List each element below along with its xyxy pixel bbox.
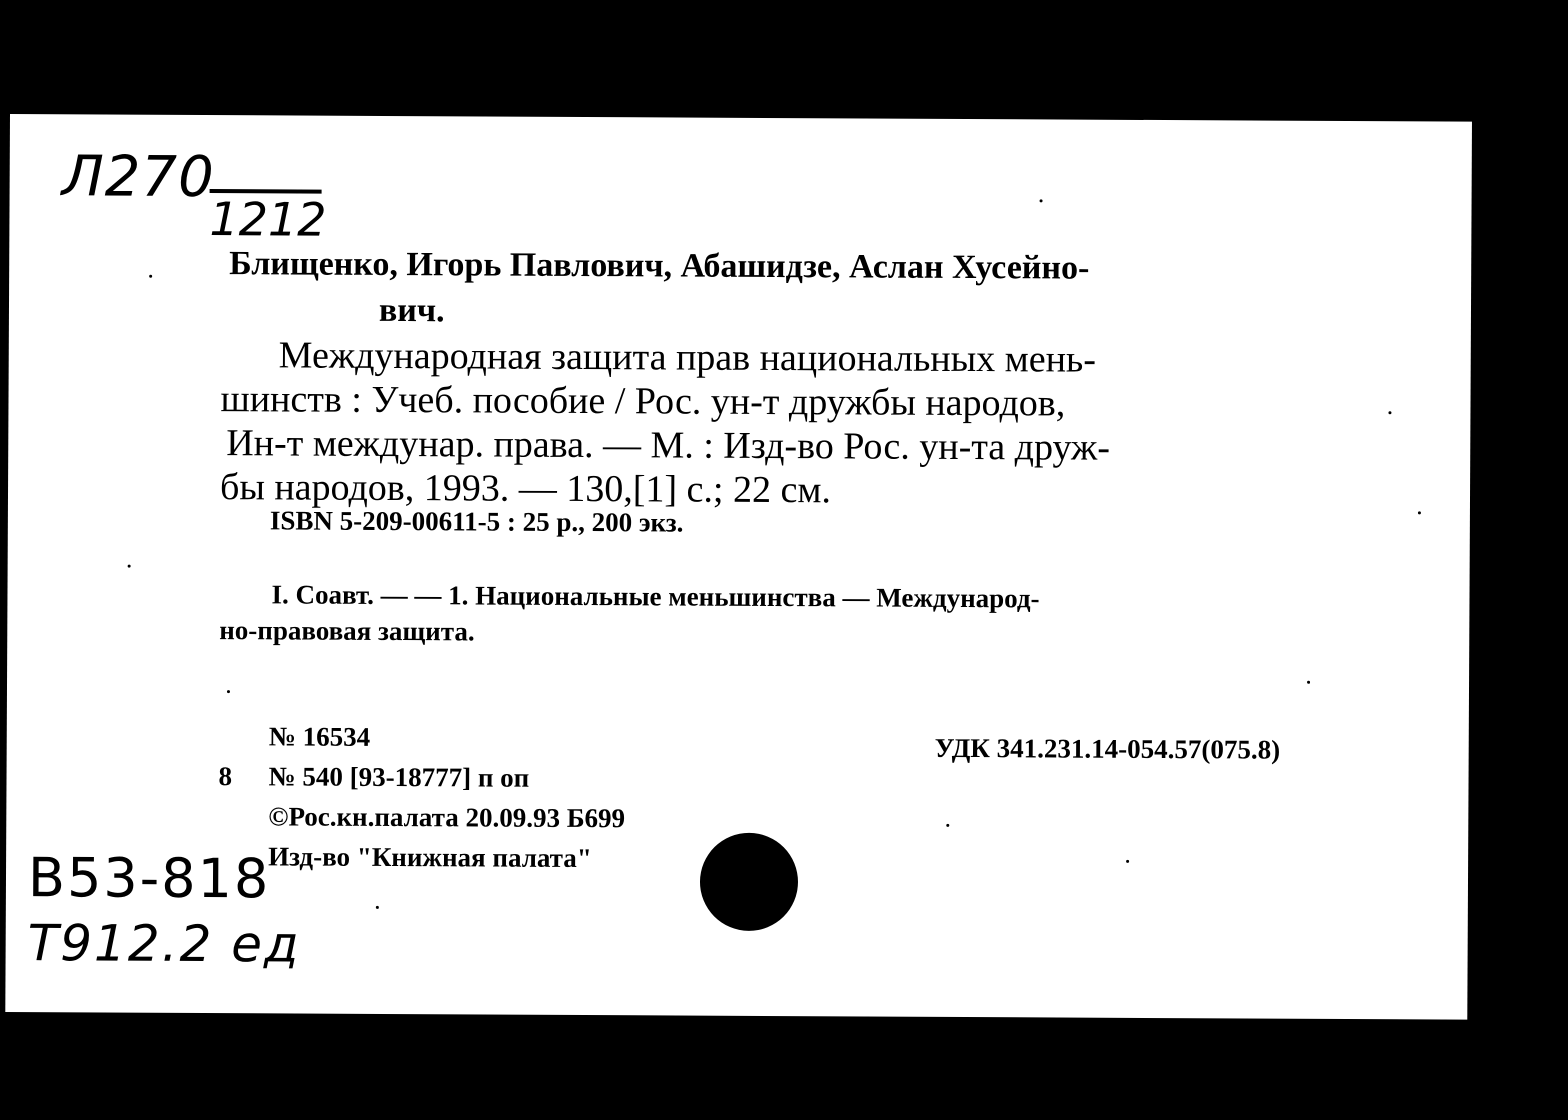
title-line-2: шинств : Учеб. пособие / Рос. ун-т дружбы народов, xyxy=(220,378,1066,425)
catalog-card xyxy=(5,114,1472,1020)
author-line-2: вич. xyxy=(378,291,445,330)
speck xyxy=(1388,411,1391,414)
inventory-count-handwritten: Т912.2 ед xyxy=(27,914,301,974)
subject-line-1: I. Соавт. — — 1. Национальные меньшинства — Международ- xyxy=(271,579,1040,614)
isbn-line: ISBN 5-209-00611-5 : 25 р., 200 экз. xyxy=(269,505,684,538)
speck xyxy=(1307,681,1310,684)
publisher-line: Изд-во "Книжная палата" xyxy=(268,841,592,874)
author-line-1: Блищенко, Игорь Павлович, Абашидзе, Аслан Хусейно- xyxy=(229,245,1090,287)
speck xyxy=(128,565,131,568)
speck xyxy=(1040,199,1043,202)
title-line-1: Международная защита прав национальных мень- xyxy=(278,334,1097,381)
speck xyxy=(376,906,379,909)
speck xyxy=(149,275,152,278)
speck xyxy=(1418,511,1421,514)
title-line-3: Ин-т междунар. права. — М. : Изд-во Рос. ун-та друж- xyxy=(226,422,1111,469)
copyright-line: ©Рос.кн.палата 20.09.93 Б699 xyxy=(268,801,626,834)
speck xyxy=(1126,860,1129,863)
inventory-number-handwritten: В53-818 xyxy=(27,846,271,911)
speck xyxy=(946,824,949,827)
udk-code: УДК 341.231.14-054.57(075.8) xyxy=(934,732,1281,765)
punch-hole xyxy=(700,833,799,932)
speck xyxy=(227,690,230,693)
card-number: № 16534 xyxy=(268,721,371,752)
shelf-sub-handwritten: 1212 xyxy=(209,189,321,246)
leading-digit: 8 xyxy=(218,761,233,792)
order-number: № 540 [93-18777] п оп xyxy=(268,761,530,793)
title-line-4: бы народов, 1993. — 130,[1] с.; 22 см. xyxy=(219,466,832,512)
subject-line-2: но-правовая защита. xyxy=(219,615,475,647)
shelf-mark-handwritten: Л270 xyxy=(61,144,215,211)
